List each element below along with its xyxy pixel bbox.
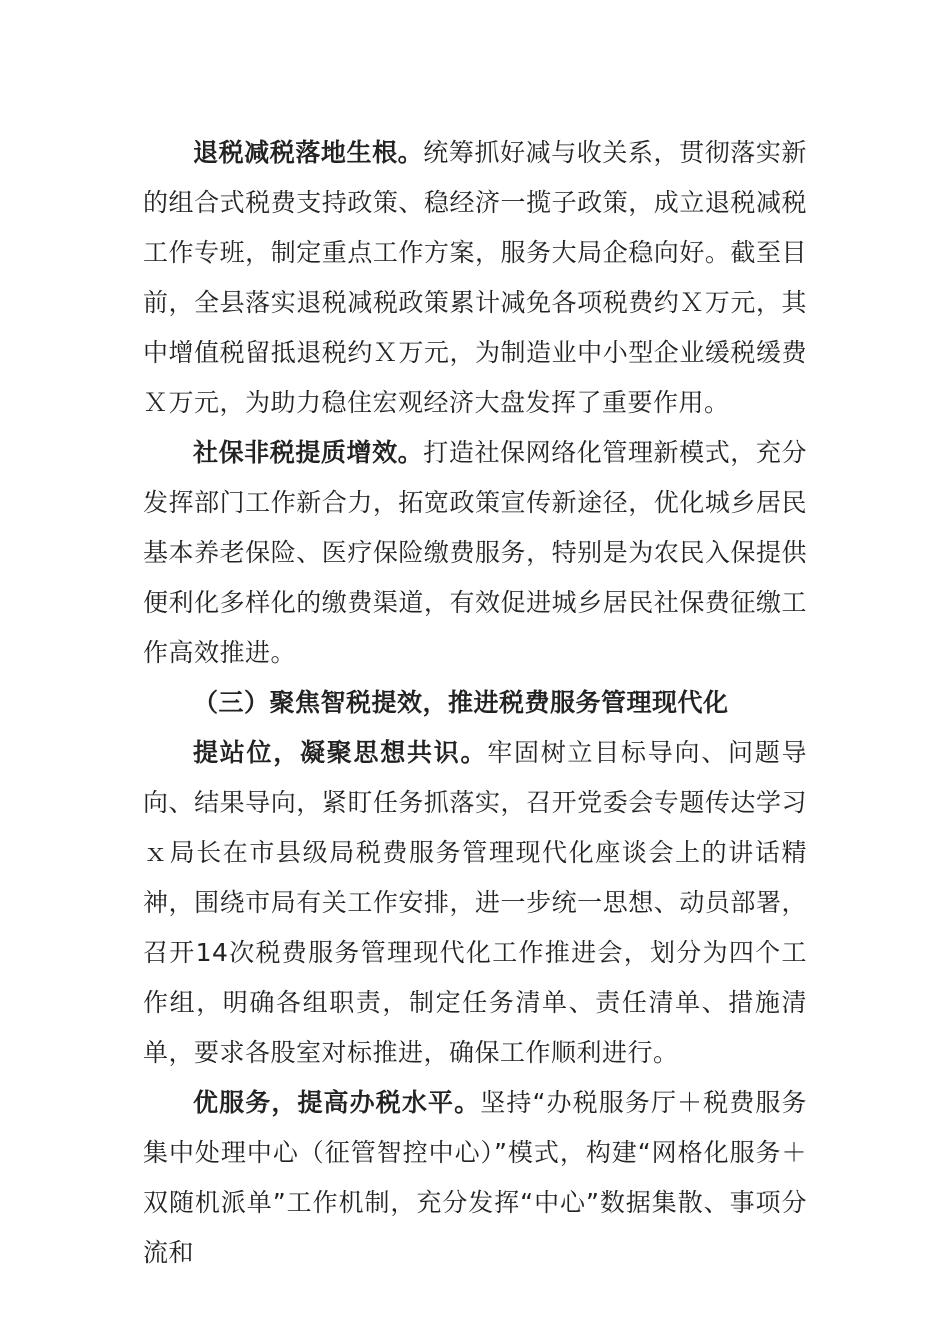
paragraph-optimize-service [143,1078,807,1278]
paragraph-text: 统筹抓好减与收关系，贯彻落实新的组合式税费支持政策、稳经济一揽子政策，成立退税减税工作专班，制定重点工作方案，服务大局企稳向好。截至目前，全县落实退税减税政策累计减免各项税费约Ｘ万元，其中增值税留抵退税约Ｘ万元，为制造业中小型企业缓税缓费Ｘ万元，为助力稳住宏观经济大盘发挥了重要作用。 [143,138,807,417]
paragraph-raise-position [143,728,807,1078]
paragraph-text: 牢固树立目标导向、问题导向、结果导向，紧盯任务抓落实，召开党委会专题传达学习ｘ局长在市县级局税费服务管理现代化座谈会上的讲话精神，围绕市局有关工作安排，进一步统一思想、动员部署，召开14次税费服务管理现代化工作推进会，划分为四个工作组，明确各组职责，制定任务清单、责任清单、措施清单，要求各股室对标推进，确保工作顺利进行。 [143,738,807,1067]
paragraph-lead: 提站位，凝聚思想共识。 [193,738,488,767]
paragraph-text: 坚持“办税服务厅＋税费服务集中处理中心（征管智控中心）”模式，构建“网格化服务＋双随机派单”工作机制，充分发挥“中心”数据集散、事项分流和 [143,1088,807,1267]
paragraph-lead: 社保非税提质增效。 [193,438,424,467]
paragraph-tax-refund [143,128,807,428]
paragraph-text: 打造社保网络化管理新模式，充分发挥部门工作新合力，拓宽政策宣传新途径，优化城乡居民基本养老保险、医疗保险缴费服务，特别是为农民入保提供便利化多样化的缴费渠道，有效促进城乡居民社保费征缴工作高效推进。 [143,438,807,667]
paragraph-lead: 优服务，提高办税水平。 [193,1088,481,1117]
document-body [143,128,807,1278]
section-heading: （三）聚焦智税提效，推进税费服务管理现代化 [193,688,729,717]
paragraph-social-security [143,428,807,678]
paragraph-lead: 退税减税落地生根。 [193,138,424,167]
